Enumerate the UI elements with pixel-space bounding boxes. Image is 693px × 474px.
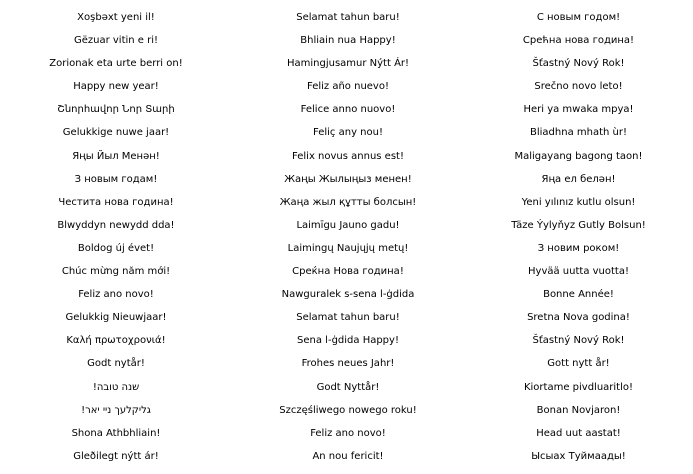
greeting-text: Laimīgu Jauno gadu! xyxy=(296,219,400,231)
greeting-text: Selamat tahun baru! xyxy=(296,312,400,324)
greeting-text: Šťastný Nový Rok! xyxy=(532,335,625,347)
greeting-text: Laimingų Naujųjų metų! xyxy=(287,242,409,254)
greeting-text: Gelukkige nuwe jaar! xyxy=(62,127,170,139)
greeting-text: Frohes neues Jahr! xyxy=(301,358,395,370)
greeting-text: Happy new year! xyxy=(73,81,159,93)
greeting-text: Yeni yılınız kutlu olsun! xyxy=(521,196,636,208)
greeting-text: Szczęśliwego nowego roku! xyxy=(279,404,417,416)
greeting-text: Kiortame pivdluaritlo! xyxy=(523,381,634,393)
greeting-text: Շնորհավոր Նոր Տարի xyxy=(57,104,175,116)
greeting-text: Boldog új évet! xyxy=(77,242,155,254)
greeting-text: Bonne Année! xyxy=(543,289,614,301)
greeting-text: Bonan Novjaron! xyxy=(536,404,621,416)
greeting-text: Gëzuar vitin e ri! xyxy=(73,35,159,47)
greetings-column-2 xyxy=(232,6,464,468)
greeting-text: Среќна Нова година! xyxy=(292,266,404,278)
greeting-text: Feliz año nuevo! xyxy=(307,81,389,93)
greeting-text: Καλή πρωτοχρονιά! xyxy=(66,335,166,347)
greeting-text: Feliz ano novo! xyxy=(78,289,154,301)
greeting-text: Zorionak eta urte berri on! xyxy=(49,58,183,70)
greeting-text: Честита нова година! xyxy=(58,196,174,208)
greeting-text: Head uut aastat! xyxy=(536,427,621,439)
greeting-text: Hyvää uutta vuotta! xyxy=(528,266,629,278)
greeting-text: Heri ya mwaka mpya! xyxy=(523,104,634,116)
greeting-text: Felice anno nuovo! xyxy=(300,104,396,116)
greeting-text: Chúc mừng năm mới! xyxy=(61,266,171,278)
greeting-text: Godt nytår! xyxy=(87,358,145,370)
greeting-text: Nawguralek s-sena l-ġdida xyxy=(281,289,415,301)
greeting-text: Selamat tahun baru! xyxy=(296,12,400,23)
greetings-column-1 xyxy=(0,6,232,468)
greeting-text: Gelukkig Nieuwjaar! xyxy=(65,312,167,324)
greeting-text: Bliadhna mhath ùr! xyxy=(530,127,627,139)
greeting-text: Жаңы Жылыңыз менен! xyxy=(284,173,412,185)
greeting-text: З новым годам! xyxy=(74,173,158,185)
greeting-text: С новым годом! xyxy=(536,12,621,23)
greeting-text: Sretna Nova godina! xyxy=(527,312,630,324)
greeting-text: Feliç any nou! xyxy=(313,127,383,139)
greeting-text: Šťastný Nový Rok! xyxy=(532,58,625,70)
greeting-text: З новим роком! xyxy=(537,242,620,254)
greeting-text: Täze Ýylyňyz Gutly Bolsun! xyxy=(511,219,646,231)
greeting-text: Godt Nyttår! xyxy=(316,381,380,393)
greeting-text: Srečno novo leto! xyxy=(534,81,623,93)
greetings-grid xyxy=(0,6,693,468)
greeting-text: Feliz ano novo! xyxy=(310,427,386,439)
greeting-text: Maligayang bagong taon! xyxy=(514,150,643,162)
greeting-text: An nou fericit! xyxy=(312,450,384,462)
greeting-text: Яңа ел белән! xyxy=(541,173,616,185)
greeting-text: שנה טובה! xyxy=(92,381,140,393)
greeting-text: Sena l-ġdida Happy! xyxy=(297,335,399,347)
greeting-text: Жаңа жыл құтты болсын! xyxy=(279,196,417,208)
greeting-text: Яңы Йыл Менән! xyxy=(72,150,160,162)
greeting-text: Xoşbəxt yeni il! xyxy=(77,12,155,23)
greeting-text: Gott nytt år! xyxy=(547,358,610,370)
greetings-column-3 xyxy=(464,6,693,468)
greeting-text: Blwyddyn newydd dda! xyxy=(57,219,175,231)
greeting-text: Hamingjusamur Nýtt Ár! xyxy=(286,58,410,70)
greeting-text: Срећна нова година! xyxy=(522,35,635,47)
greeting-text: Bhliain nua Happy! xyxy=(300,35,396,47)
greeting-text: Shona Athbhliain! xyxy=(71,427,161,439)
greeting-text: Ысыах Туймаады! xyxy=(531,450,626,462)
greeting-text: Gleðilegt nýtt ár! xyxy=(73,450,159,462)
greeting-text: Felix novus annus est! xyxy=(292,150,404,162)
greeting-text: גליקלעך ניי יאר! xyxy=(81,404,151,416)
